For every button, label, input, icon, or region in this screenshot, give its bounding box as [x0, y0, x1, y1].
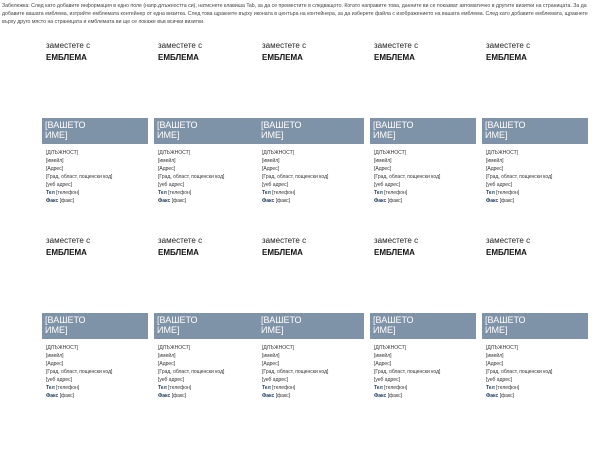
- phone-value[interactable]: [телефон]: [168, 385, 192, 391]
- name-line-2: ИМЕ]: [261, 130, 284, 140]
- business-card: [486, 236, 593, 416]
- web-address[interactable]: [уеб адрес]: [262, 182, 288, 188]
- contact-details: [158, 344, 262, 400]
- logo-placeholder-text[interactable]: заместете с: [486, 236, 531, 245]
- phone-value[interactable]: [телефон]: [272, 385, 296, 391]
- phone-value[interactable]: [телефон]: [384, 190, 408, 196]
- logo-placeholder-text[interactable]: заместете с: [262, 41, 307, 50]
- business-card: [158, 41, 265, 221]
- instructions-note: Забележка: След като добавите информация в едно поле (напр.длъжността си), натиснете клавиша Tab, за да се преместите в следващото. Когато направите това, данните ви се показват автоматично в другите визитки на страницата. За да добавите вашата емблема, изтрийте емблемата контейнер от една визитка. След това щракнете върху иконата в центъра на контейнера, за да изберете файла с изображението на вашата емблема. След като добавите емблемата, щракнете върху друго място на страницата и емблемата ви ще се покаже във всички визитки.: [2, 3, 588, 25]
- email[interactable]: [имейл]: [262, 158, 280, 164]
- job-title[interactable]: [ДЛЪЖНОСТ]: [158, 345, 191, 351]
- logo-placeholder-text[interactable]: заместете с: [158, 236, 203, 245]
- phone-row: [486, 384, 590, 392]
- name-band[interactable]: [42, 313, 148, 339]
- logo-placeholder-label[interactable]: ЕМБЛЕМА: [158, 53, 199, 62]
- name-line-2: ИМЕ]: [45, 130, 68, 140]
- fax-row: [262, 197, 366, 205]
- contact-details: [374, 344, 478, 400]
- fax-row: [486, 392, 590, 400]
- fax-value[interactable]: [факс]: [59, 393, 75, 399]
- phone-row: [158, 384, 262, 392]
- contact-details: [46, 344, 150, 400]
- fax-value[interactable]: [факс]: [499, 393, 515, 399]
- logo-placeholder-label[interactable]: ЕМБЛЕМА: [374, 248, 415, 257]
- name-band[interactable]: [42, 118, 148, 144]
- phone-row: [46, 384, 150, 392]
- fax-value[interactable]: [факс]: [275, 393, 291, 399]
- fax-label: Факс: [262, 393, 275, 399]
- name-line-1: [ВАШЕТО: [45, 315, 86, 325]
- city-state-zip[interactable]: [Град, област, пощенски код]: [46, 369, 113, 375]
- phone-row: [262, 384, 366, 392]
- job-title[interactable]: [ДЛЪЖНОСТ]: [486, 150, 519, 156]
- phone-value[interactable]: [телефон]: [496, 190, 520, 196]
- web-address[interactable]: [уеб адрес]: [46, 182, 72, 188]
- fax-label: Факс: [374, 198, 387, 204]
- contact-details: [486, 344, 590, 400]
- logo-placeholder-text[interactable]: заместете с: [46, 41, 91, 50]
- phone-label: Тел: [46, 385, 55, 391]
- email[interactable]: [имейл]: [486, 158, 504, 164]
- address[interactable]: [Адрес]: [262, 361, 280, 367]
- address[interactable]: [Адрес]: [158, 361, 176, 367]
- fax-value[interactable]: [факс]: [387, 393, 403, 399]
- fax-row: [486, 197, 590, 205]
- city-state-zip[interactable]: [Град, област, пощенски код]: [374, 369, 441, 375]
- email[interactable]: [имейл]: [158, 158, 176, 164]
- fax-row: [158, 197, 262, 205]
- phone-label: Тел: [374, 190, 383, 196]
- logo-placeholder-label[interactable]: ЕМБЛЕМА: [46, 53, 87, 62]
- name-line-1: [ВАШЕТО: [261, 315, 302, 325]
- address[interactable]: [Адрес]: [46, 361, 64, 367]
- address[interactable]: [Адрес]: [158, 166, 176, 172]
- name-band[interactable]: [154, 118, 260, 144]
- fax-label: Факс: [158, 198, 171, 204]
- name-line-2: ИМЕ]: [157, 130, 180, 140]
- business-card: [486, 41, 593, 221]
- phone-value[interactable]: [телефон]: [168, 190, 192, 196]
- city-state-zip[interactable]: [Град, област, пощенски код]: [158, 369, 225, 375]
- name-line-1: [ВАШЕТО: [485, 315, 526, 325]
- address[interactable]: [Адрес]: [486, 361, 504, 367]
- city-state-zip[interactable]: [Град, област, пощенски код]: [486, 369, 553, 375]
- job-title[interactable]: [ДЛЪЖНОСТ]: [486, 345, 519, 351]
- name-line-2: ИМЕ]: [261, 325, 284, 335]
- name-band[interactable]: [258, 118, 364, 144]
- phone-label: Тел: [262, 190, 271, 196]
- contact-details: [262, 149, 366, 205]
- name-band[interactable]: [154, 313, 260, 339]
- job-title[interactable]: [ДЛЪЖНОСТ]: [158, 150, 191, 156]
- phone-row: [374, 384, 478, 392]
- fax-label: Факс: [486, 198, 499, 204]
- email[interactable]: [имейл]: [486, 353, 504, 359]
- logo-placeholder-label[interactable]: ЕМБЛЕМА: [262, 248, 303, 257]
- job-title[interactable]: [ДЛЪЖНОСТ]: [46, 150, 79, 156]
- email[interactable]: [имейл]: [374, 158, 392, 164]
- fax-value[interactable]: [факс]: [275, 198, 291, 204]
- city-state-zip[interactable]: [Град, област, пощенски код]: [374, 174, 441, 180]
- web-address[interactable]: [уеб адрес]: [374, 377, 400, 383]
- logo-placeholder-text[interactable]: заместете с: [158, 41, 203, 50]
- phone-row: [46, 189, 150, 197]
- phone-row: [262, 189, 366, 197]
- contact-details: [46, 149, 150, 205]
- business-card: [262, 41, 369, 221]
- logo-placeholder-text[interactable]: заместете с: [374, 236, 419, 245]
- fax-row: [374, 392, 478, 400]
- job-title[interactable]: [ДЛЪЖНОСТ]: [262, 150, 295, 156]
- email[interactable]: [имейл]: [158, 353, 176, 359]
- email[interactable]: [имейл]: [46, 158, 64, 164]
- fax-row: [158, 392, 262, 400]
- job-title[interactable]: [ДЛЪЖНОСТ]: [374, 150, 407, 156]
- logo-placeholder-text[interactable]: заместете с: [262, 236, 307, 245]
- contact-details: [374, 149, 478, 205]
- fax-row: [262, 392, 366, 400]
- phone-row: [486, 189, 590, 197]
- fax-row: [46, 392, 150, 400]
- fax-label: Факс: [486, 393, 499, 399]
- business-card: [46, 236, 153, 416]
- name-line-2: ИМЕ]: [45, 325, 68, 335]
- address[interactable]: [Адрес]: [46, 166, 64, 172]
- name-band[interactable]: [258, 313, 364, 339]
- web-address[interactable]: [уеб адрес]: [374, 182, 400, 188]
- city-state-zip[interactable]: [Град, област, пощенски код]: [158, 174, 225, 180]
- fax-value[interactable]: [факс]: [171, 393, 187, 399]
- name-line-2: ИМЕ]: [485, 130, 508, 140]
- address[interactable]: [Адрес]: [374, 166, 392, 172]
- name-line-1: [ВАШЕТО: [157, 315, 198, 325]
- phone-label: Тел: [486, 190, 495, 196]
- logo-placeholder-text[interactable]: заместете с: [486, 41, 531, 50]
- job-title[interactable]: [ДЛЪЖНОСТ]: [374, 345, 407, 351]
- phone-value[interactable]: [телефон]: [496, 385, 520, 391]
- name-line-1: [ВАШЕТО: [157, 120, 198, 130]
- phone-label: Тел: [262, 385, 271, 391]
- logo-placeholder-label[interactable]: ЕМБЛЕМА: [486, 248, 527, 257]
- city-state-zip[interactable]: [Град, област, пощенски код]: [46, 174, 113, 180]
- name-line-1: [ВАШЕТО: [45, 120, 86, 130]
- fax-label: Факс: [46, 198, 59, 204]
- phone-value[interactable]: [телефон]: [56, 385, 80, 391]
- name-band[interactable]: [482, 118, 588, 144]
- fax-row: [46, 197, 150, 205]
- phone-label: Тел: [486, 385, 495, 391]
- fax-row: [374, 197, 478, 205]
- fax-label: Факс: [374, 393, 387, 399]
- name-band[interactable]: [370, 118, 476, 144]
- address[interactable]: [Адрес]: [262, 166, 280, 172]
- business-card: [158, 236, 265, 416]
- name-line-2: ИМЕ]: [485, 325, 508, 335]
- logo-placeholder-label[interactable]: ЕМБЛЕМА: [486, 53, 527, 62]
- city-state-zip[interactable]: [Град, област, пощенски код]: [262, 174, 329, 180]
- fax-value[interactable]: [факс]: [387, 198, 403, 204]
- job-title[interactable]: [ДЛЪЖНОСТ]: [46, 345, 79, 351]
- email[interactable]: [имейл]: [374, 353, 392, 359]
- phone-value[interactable]: [телефон]: [56, 190, 80, 196]
- email[interactable]: [имейл]: [46, 353, 64, 359]
- name-line-1: [ВАШЕТО: [373, 120, 414, 130]
- address[interactable]: [Адрес]: [374, 361, 392, 367]
- phone-label: Тел: [46, 190, 55, 196]
- web-address[interactable]: [уеб адрес]: [486, 182, 512, 188]
- phone-row: [158, 189, 262, 197]
- web-address[interactable]: [уеб адрес]: [486, 377, 512, 383]
- fax-label: Факс: [262, 198, 275, 204]
- fax-label: Факс: [158, 393, 171, 399]
- name-band[interactable]: [370, 313, 476, 339]
- web-address[interactable]: [уеб адрес]: [158, 182, 184, 188]
- name-line-1: [ВАШЕТО: [373, 315, 414, 325]
- phone-label: Тел: [158, 190, 167, 196]
- city-state-zip[interactable]: [Град, област, пощенски код]: [486, 174, 553, 180]
- logo-placeholder-text[interactable]: заместете с: [46, 236, 91, 245]
- job-title[interactable]: [ДЛЪЖНОСТ]: [262, 345, 295, 351]
- name-line-1: [ВАШЕТО: [485, 120, 526, 130]
- email[interactable]: [имейл]: [262, 353, 280, 359]
- web-address[interactable]: [уеб адрес]: [158, 377, 184, 383]
- logo-placeholder-text[interactable]: заместете с: [374, 41, 419, 50]
- phone-value[interactable]: [телефон]: [384, 385, 408, 391]
- logo-placeholder-label[interactable]: ЕМБЛЕМА: [158, 248, 199, 257]
- contact-details: [262, 344, 366, 400]
- phone-label: Тел: [374, 385, 383, 391]
- web-address[interactable]: [уеб адрес]: [46, 377, 72, 383]
- name-band[interactable]: [482, 313, 588, 339]
- contact-details: [486, 149, 590, 205]
- fax-value[interactable]: [факс]: [499, 198, 515, 204]
- address[interactable]: [Адрес]: [486, 166, 504, 172]
- contact-details: [158, 149, 262, 205]
- web-address[interactable]: [уеб адрес]: [262, 377, 288, 383]
- business-card: [262, 236, 369, 416]
- fax-label: Факс: [46, 393, 59, 399]
- business-card: [374, 41, 481, 221]
- logo-placeholder-label[interactable]: ЕМБЛЕМА: [374, 53, 415, 62]
- phone-label: Тел: [158, 385, 167, 391]
- name-line-2: ИМЕ]: [157, 325, 180, 335]
- fax-value[interactable]: [факс]: [171, 198, 187, 204]
- phone-value[interactable]: [телефон]: [272, 190, 296, 196]
- city-state-zip[interactable]: [Град, област, пощенски код]: [262, 369, 329, 375]
- name-line-1: [ВАШЕТО: [261, 120, 302, 130]
- name-line-2: ИМЕ]: [373, 325, 396, 335]
- phone-row: [374, 189, 478, 197]
- logo-placeholder-label[interactable]: ЕМБЛЕМА: [46, 248, 87, 257]
- name-line-2: ИМЕ]: [373, 130, 396, 140]
- logo-placeholder-label[interactable]: ЕМБЛЕМА: [262, 53, 303, 62]
- fax-value[interactable]: [факс]: [59, 198, 75, 204]
- business-card: [46, 41, 153, 221]
- business-card: [374, 236, 481, 416]
